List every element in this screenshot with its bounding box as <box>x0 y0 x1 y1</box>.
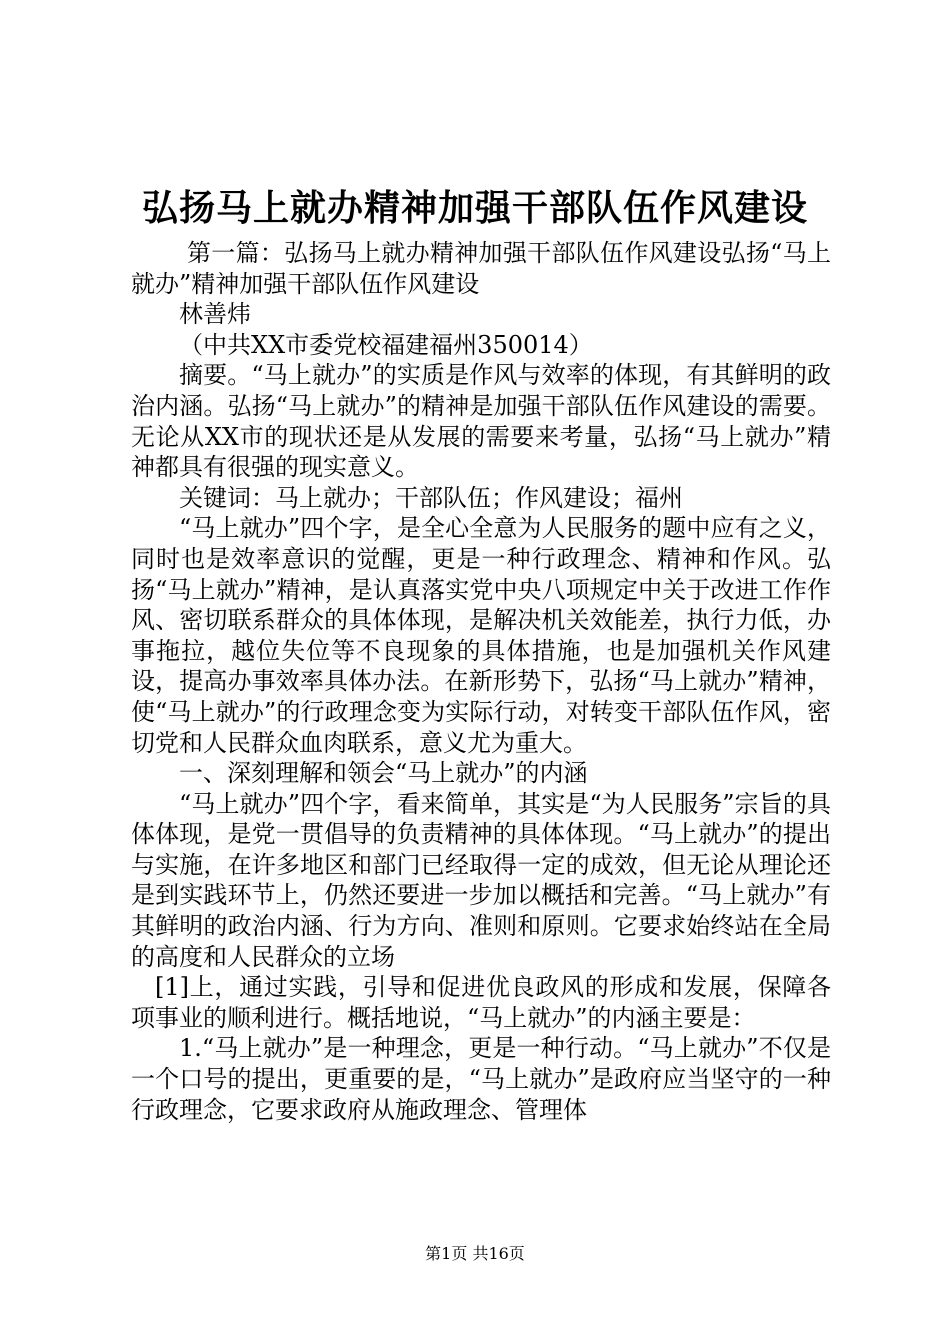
paragraph-section-1-continued: [1]上，通过实践，引导和促进优良政风的形成和发展，保障各项事业的顺利进行。概括地说，“马上就办”的内涵主要是： <box>131 973 831 1032</box>
document-body <box>131 238 831 1125</box>
paragraph-abstract: 摘要。“马上就办”的实质是作风与效率的体现，有其鲜明的政治内涵。弘扬“马上就办”的精神是加强干部队伍作风建设的需要。无论从XX市的现状还是从发展的需要来考量，弘扬“马上就办”精神都具有很强的现实意义。 <box>131 361 831 482</box>
paragraph-intro: “马上就办”四个字，是全心全意为人民服务的题中应有之义，同时也是效率意识的觉醒，更是一种行政理念、精神和作风。弘扬“马上就办”精神，是认真落实党中央八项规定中关于改进工作作风、密切联系群众的具体体现，是解决机关效能差，执行力低，办事拖拉，越位失位等不良现象的具体措施，也是加强机关作风建设，提高办事效率具体办法。在新形势下，弘扬“马上就办”精神，使“马上就办”的行政理念变为实际行动，对转变干部队伍作风，密切党和人民群众血肉联系，意义尤为重大。 <box>131 514 831 757</box>
paragraph-affiliation: （中共XX市委党校福建福州350014） <box>179 330 593 359</box>
document-title: 弘扬马上就办精神加强干部队伍作风建设 <box>141 187 808 229</box>
paragraph-first-article-heading: 第一篇：弘扬马上就办精神加强干部队伍作风建设弘扬“马上就办”精神加强干部队伍作风建设 <box>131 239 831 298</box>
paragraph-section-heading-1: 一、深刻理解和领会“马上就办”的内涵 <box>179 759 588 788</box>
paragraph-section-1-body: “马上就办”四个字，看来简单，其实是“为人民服务”宗旨的具体体现，是党一贯倡导的负责精神的具体体现。“马上就办”的提出与实施，在许多地区和部门已经取得一定的成效，但无论从理论还是到实践环节上，仍然还要进一步加以概括和完善。“马上就办”有其鲜明的政治内涵、行为方向、准则和原则。它要求始终站在全局的高度和人民群众的立场 <box>131 789 831 971</box>
paragraph-keywords: 关键词：马上就办；干部队伍；作风建设；福州 <box>179 483 683 512</box>
paragraph-author: 林善炜 <box>179 300 251 329</box>
paragraph-point-1: 1.“马上就办”是一种理念，更是一种行动。“马上就办”不仅是一个口号的提出，更重要的是，“马上就办”是政府应当坚守的一种行政理念，它要求政府从施政理念、管理体 <box>131 1034 831 1124</box>
page-footer: 第1页 共16页 <box>425 1244 525 1263</box>
